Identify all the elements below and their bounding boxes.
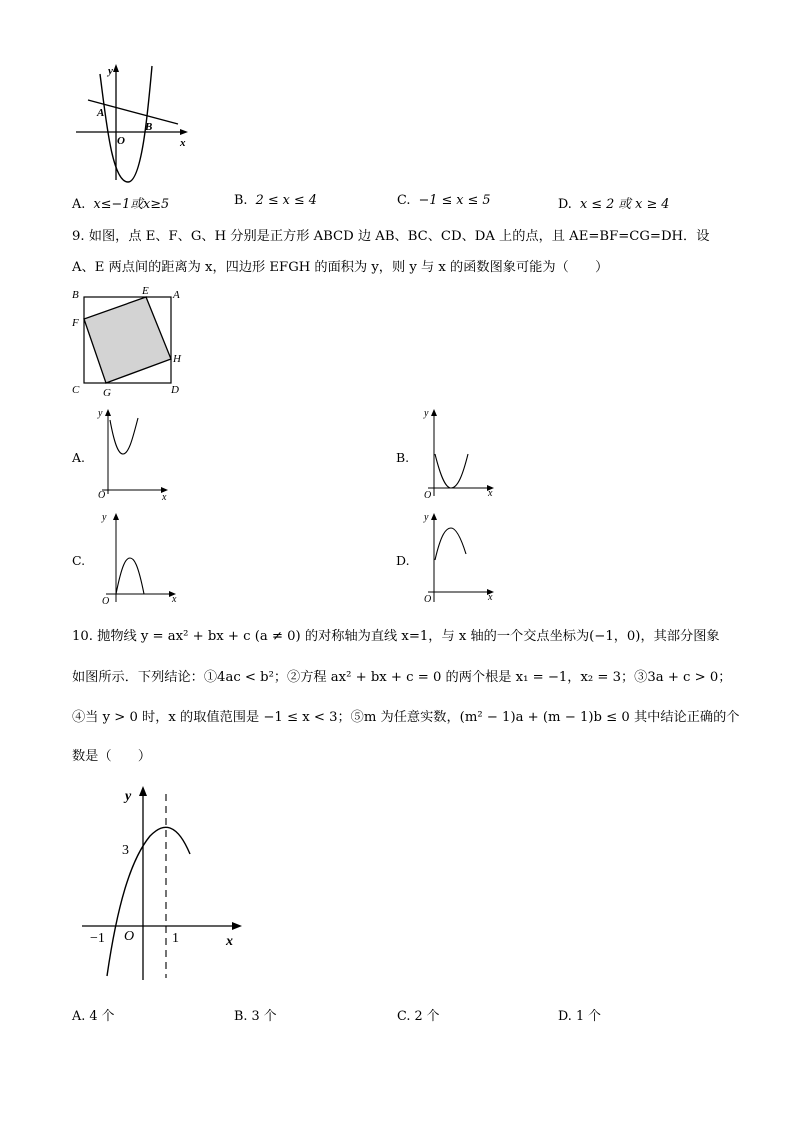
q10-option-b[interactable]: B. 3 个 — [234, 1009, 277, 1024]
q9-label-h: H — [173, 353, 181, 365]
q8-option-c[interactable]: C. −1 ≤ x ≤ 5 — [397, 193, 491, 208]
q8-option-b[interactable]: B. 2 ≤ x ≤ 4 — [234, 193, 317, 208]
q10-origin-label: O — [124, 929, 135, 944]
q9-d-x-label: x — [488, 592, 493, 603]
q9-text-line-2: A、E 两点间的距离为 x，四边形 EFGH 的面积为 y，则 y 与 x 的函数图象可能为（ ） — [72, 260, 609, 275]
q9-b-x-label: x — [488, 488, 493, 499]
q10-option-a[interactable]: A. 4 个 — [72, 1009, 115, 1024]
q9-c-y-label: y — [102, 512, 107, 523]
q9-label-d: D — [171, 384, 179, 396]
q9-label-f: F — [72, 317, 79, 329]
q10-option-d[interactable]: D. 1 个 — [558, 1009, 601, 1024]
q10-y-label: y — [125, 789, 132, 804]
q9-option-d-letter[interactable]: D. — [396, 553, 410, 568]
q10-x-label: x — [226, 934, 233, 949]
q9-label-e: E — [142, 285, 149, 297]
q9-text-line-1: 9. 如图，点 E、F、G、H 分别是正方形 ABCD 边 AB、BC、CD、DA 上的点，且 AE=BF=CG=DH．设 — [72, 229, 710, 244]
q9-square-figure — [62, 280, 192, 400]
q9-d-y-label: y — [424, 512, 429, 523]
q9-a-y-label: y — [98, 408, 103, 419]
q8-point-a-label: A — [97, 107, 105, 119]
q9-c-x-label: x — [172, 594, 177, 605]
q9-option-a-letter[interactable]: A. — [72, 450, 86, 465]
q9-option-b-graph[interactable] — [414, 404, 504, 504]
q9-a-origin-label: O — [98, 490, 106, 501]
q9-b-origin-label: O — [424, 490, 432, 501]
q9-b-y-label: y — [424, 408, 429, 419]
q8-option-d[interactable]: D. x ≤ 2 或 x ≥ 4 — [558, 197, 670, 212]
q10-text-line-2: 如图所示．下列结论：①4ac < b²；②方程 ax² + bx + c = 0 的两个根是 x₁ = −1，x₂ = 3；③3a + c > 0； — [72, 670, 732, 685]
q9-option-c-graph[interactable] — [92, 506, 186, 606]
q10-tick-neg1: −1 — [90, 931, 105, 946]
q9-option-b-letter[interactable]: B. — [396, 450, 410, 465]
q9-c-origin-label: O — [102, 596, 110, 606]
q10-parabola-graph — [70, 780, 260, 990]
q9-d-origin-label: O — [424, 594, 432, 605]
q10-text-line-1: 10. 抛物线 y = ax² + bx + c (a ≠ 0) 的对称轴为直线 x=1，与 x 轴的一个交点坐标为(−1，0)，其部分图象 — [72, 629, 720, 644]
q8-graph — [70, 60, 200, 190]
q9-a-x-label: x — [162, 492, 167, 502]
q8-option-a[interactable]: A. x≤−1或x≥5 — [72, 197, 170, 212]
q9-label-g: G — [103, 387, 111, 399]
q10-tick-1: 1 — [172, 931, 179, 946]
q9-option-c-letter[interactable]: C. — [72, 553, 86, 568]
q8-y-label: y — [108, 65, 113, 77]
q10-text-line-3: ④当 y > 0 时，x 的取值范围是 −1 ≤ x < 3；⑤m 为任意实数，(m² − 1)a + (m − 1)b ≤ 0 其中结论正确的个 — [72, 710, 740, 725]
q9-option-d-graph[interactable] — [414, 508, 504, 608]
q9-option-a-graph[interactable] — [88, 402, 178, 502]
q9-label-c: C — [72, 384, 80, 396]
q8-x-label: x — [180, 137, 186, 149]
q8-origin-label: O — [117, 135, 125, 147]
q9-label-a: A — [173, 289, 180, 301]
q10-option-c[interactable]: C. 2 个 — [397, 1009, 440, 1024]
q8-point-b-label: B — [145, 121, 153, 133]
q10-text-line-4: 数是（ ） — [72, 749, 152, 764]
q10-tick-3: 3 — [122, 843, 129, 858]
q9-label-b: B — [72, 289, 79, 301]
